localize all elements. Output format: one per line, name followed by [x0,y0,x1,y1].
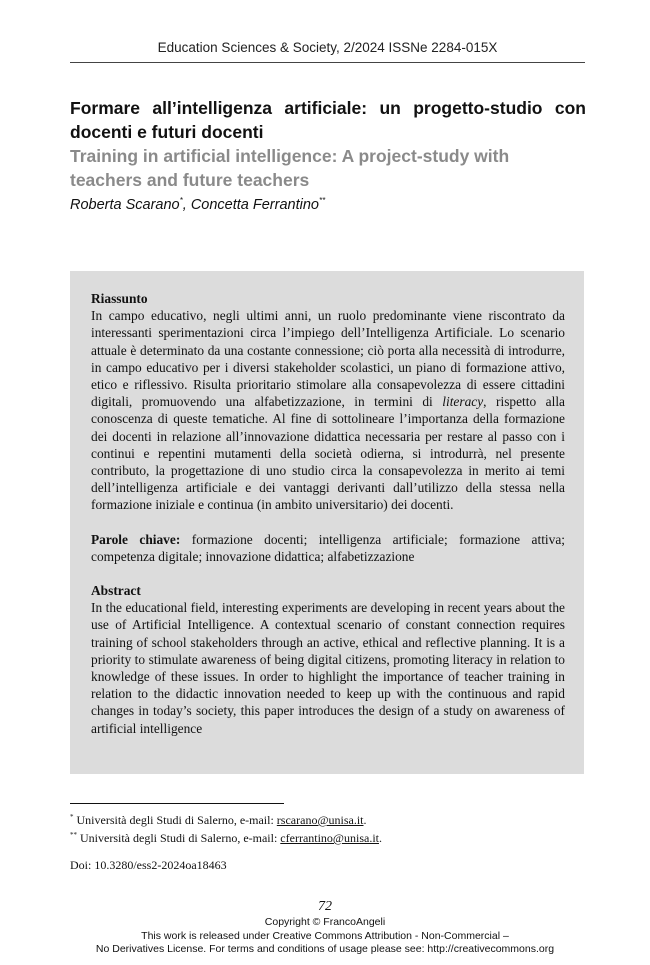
footnote-end: . [363,813,367,827]
footnote-mark: * [179,196,183,205]
footnotes [70,810,590,846]
footnote-mark: ** [318,196,326,205]
header-rule [70,62,585,63]
author-name: Concetta Ferrantino [190,196,319,213]
footnote-mark: * [70,813,74,821]
copyright-line: Copyright © FrancoAngeli [264,916,386,928]
riassunto-section [91,290,565,514]
keywords-section [91,531,565,565]
footnote-text: Università degli Studi di Salerno, e-mail: [73,813,277,827]
author-separator: , [182,196,191,213]
footnote [70,810,590,828]
doi: Doi: 10.3280/ess2-2024oa18463 [70,858,227,872]
footnote-text: Università degli Studi di Salerno, e-mail: [77,831,281,845]
abstract-content [91,290,565,737]
footnote-rule [70,803,284,804]
footnote-mark: ** [70,831,77,839]
keywords-list: formazione docenti; intelligenza artificiale; formazione attiva; competenza digitale; innovazione didattica; alfabetizzazione [91,531,565,564]
page-number: 72 [318,899,332,914]
license-line: This work is released under Creative Commons Attribution - Non-Commercial – [141,929,509,942]
keywords-text [91,531,565,565]
riassunto-heading: Riassunto [91,291,148,306]
riassunto-text [91,307,565,513]
abstract-heading: Abstract [91,583,141,599]
title-english: Training in artificial intelligence: A project-study with teachers and future teachers [70,146,510,190]
email-link[interactable]: cferrantino@unisa.it [280,831,379,845]
riassunto-text-part: In campo educativo, negli ultimi anni, un ruolo predominante viene riscontrato da interessanti sperimentazioni circa l’impiego dell’Intelligenza Artificiale. Lo scenario attuale è determinato da una costante connessione; ciò porta alla necessità di introdurre, in campo educativo per i diversi stakeholder scolastici, un piano di formazione attivo, etico e riflessivo. Risulta prioritario stimolare alla consapevolezza di essere cittadini digitali, promuovendo una alfabetizzazione, in termini di [91,308,565,410]
email-link[interactable]: rscarano@unisa.it [276,813,364,827]
keywords-label: Parole chiave: [91,531,181,547]
journal-header: Education Sciences & Society, 2/2024 ISSNe 2284-015X [157,40,498,55]
footnote-end: . [378,831,382,845]
riassunto-text-part: , rispetto alla conoscenza di queste tematiche. Al fine di sottolineare l’importanza della formazione dei docenti in relazione all’innovazione didattica necessaria per restare al passo con i continui e repentini mutamenti della società odierna, si introdurrà, nel presente contributo, la progettazione di uno studio circa la consapevolezza in merito ai temi dell’intelligenza artificiale e dei vantaggi derivanti dall’utilizzo della stessa nella formazione iniziale e continua (in ambito universitario) dei docenti. [91,394,565,513]
abstract-section [91,582,565,737]
license-line: No Derivatives License. For terms and conditions of usage please see: http://creativecommons.org [95,943,555,955]
footnote [70,828,590,846]
abstract-box [70,271,584,774]
riassunto-italic-term: literacy [442,394,484,410]
abstract-text: In the educational field, interesting experiments are developing in recent years about the use of Artificial Intelligence. A contextual scenario of constant connection requires training of school stakeholders through an active, ethical and reflective planning. It is a priority to stimulate awareness of being digital citizens, promoting literacy in relation to knowledge of these issues. In order to highlight the importance of teacher training in relation to the didactic innovation needed to keep up with the continuous and rapid changes in today’s society, this paper introduces the design of a study on awareness of artificial intelligence [91,600,565,736]
author-name: Roberta Scarano [70,196,180,213]
title-block [70,96,586,214]
title-italian: Formare all’intelligenza artificiale: un progetto-studio con docenti e futuri docenti [70,98,586,142]
license-notice [0,916,650,957]
author-list [70,192,586,214]
